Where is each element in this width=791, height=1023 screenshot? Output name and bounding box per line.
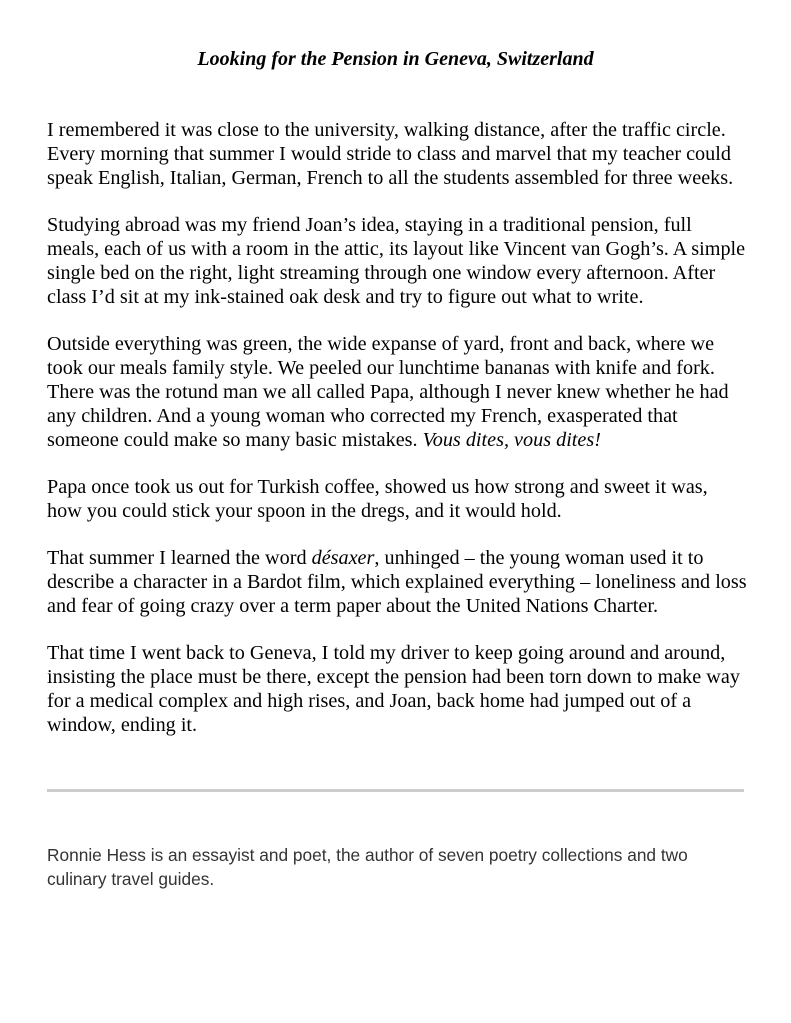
french-word: désaxer — [311, 547, 375, 569]
paragraph-5-before: That summer I learned the word — [47, 547, 312, 569]
essay-body — [47, 118, 747, 760]
paragraph-6: That time I went back to Geneva, I told my driver to keep going around and around, insisting the place must be there, except the pension had been torn down to make way for a medical complex and high rises, and Joan, back home had jumped out of a window, ending it. — [47, 642, 740, 736]
section-divider — [47, 789, 744, 792]
paragraph-3-text: Outside everything was green, the wide expanse of yard, front and back, where we took our meals family style. We peeled our lunchtime bananas with knife and fork. There was the rotund man we all called Papa, although I never knew whether he had any children. And a young woman who corrected my French, exasperated that someone could make so many basic mistakes. — [47, 333, 729, 451]
paragraph-1: I remembered it was close to the university, walking distance, after the traffic circle. Every morning that summer I would stride to class and marvel that my teacher could speak English, Italian, German, French to all the students assembled for three weeks. — [47, 119, 734, 189]
author-bio: Ronnie Hess is an essayist and poet, the author of seven poetry collections and two culinary travel guides. — [47, 845, 688, 889]
paragraph-2: Studying abroad was my friend Joan’s idea, staying in a traditional pension, full meals, each of us with a room in the attic, its layout like Vincent van Gogh’s. A simple single bed on the right, light streaming through one window every afternoon. After class I’d sit at my ink-stained oak desk and try to figure out what to write. — [47, 214, 746, 308]
paragraph-4: Papa once took us out for Turkish coffee, showed us how strong and sweet it was, how you could stick your spoon in the dregs, and it would hold. — [47, 476, 708, 522]
article-title: Looking for the Pension in Geneva, Switzerland — [197, 48, 594, 70]
french-quote: Vous dites, vous dites! — [422, 429, 601, 451]
paragraph-3 — [47, 332, 747, 452]
paragraph-5-after: , unhinged – the young woman used it to describe a character in a Bardot film, which explained everything – loneliness and loss and fear of going crazy over a term paper about the United Nations Charter. — [47, 547, 747, 617]
paragraph-5 — [47, 546, 747, 618]
